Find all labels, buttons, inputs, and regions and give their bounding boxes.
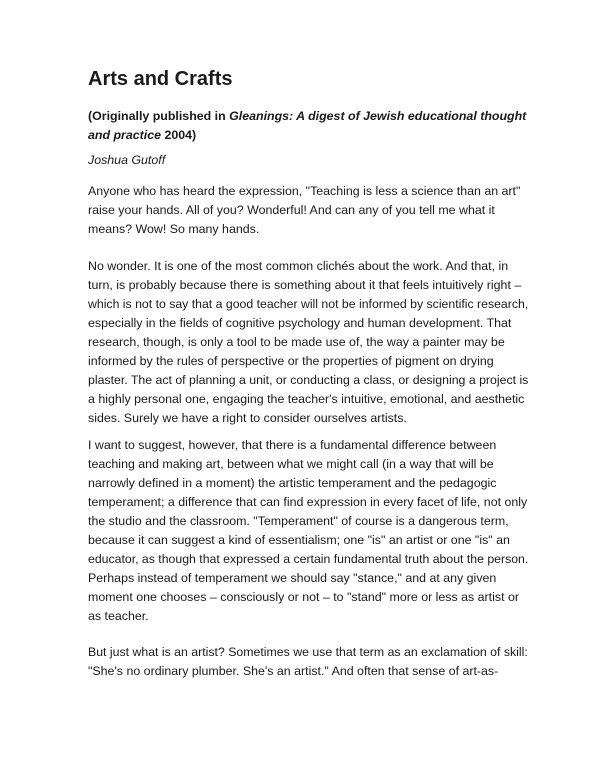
paragraph-line: the studio and the classroom. "Temperament" of course is a dangerous term,	[88, 514, 509, 528]
paragraph-line: as teacher.	[88, 609, 149, 623]
paragraph-line: especially in the fields of cognitive psychology and human development. That	[88, 316, 512, 330]
author-name: Joshua Gutoff	[88, 153, 166, 167]
paragraph-line: But just what is an artist? Sometimes we use that term as an exclamation of skill:	[88, 645, 528, 659]
publication-name-line2: and practice	[88, 128, 161, 142]
paragraph-line: "She's no ordinary plumber. She's an artist." And often that sense of art-as-	[88, 664, 499, 678]
publication-note-suffix: 2004)	[161, 128, 197, 142]
paragraph-3	[88, 436, 528, 626]
paragraph-line: because it can suggest a kind of essentialism; one "is" an artist or one "is" an	[88, 533, 510, 547]
paragraph-line: research, though, is only a tool to be made use of, the way a painter may be	[88, 335, 505, 349]
paragraph-line: I want to suggest, however, that there is a fundamental difference between	[88, 438, 497, 452]
paragraph-line: No wonder. It is one of the most common clichés about the work. And that, in	[88, 259, 509, 273]
document-title: Arts and Crafts	[88, 68, 233, 90]
paragraph-4	[88, 643, 528, 681]
paragraph-line: plaster. The act of planning a unit, or conducting a class, or designing a project is	[88, 373, 529, 387]
paragraph-line: teaching and making art, between what we might call (in a way that will be	[88, 457, 494, 471]
paragraph-line: Perhaps instead of temperament we should say "stance," and at any given	[88, 571, 497, 585]
paragraph-line: educator, as though that expressed a certain fundamental truth about the person.	[88, 552, 529, 566]
paragraph-line: raise your hands. All of you? Wonderful! And can any of you tell me what it	[88, 203, 495, 217]
paragraph-line: narrowly defined in a moment) the artistic temperament and the pedagogic	[88, 476, 497, 490]
paragraph-line: turn, is probably because there is something about it that feels intuitively right –	[88, 278, 522, 292]
paragraph-line: which is not to say that a good teacher will not be informed by scientific research,	[88, 297, 529, 311]
publication-note-prefix: (Originally published in	[88, 109, 230, 123]
paragraph-line: sides. Surely we have a right to consider ourselves artists.	[88, 411, 407, 425]
paragraph-2	[88, 257, 528, 428]
paragraph-line: moment one chooses – consciously or not – to "stand" more or less as artist or	[88, 590, 519, 604]
paragraph-line: temperament; a difference that can find expression in every facet of life, not only	[88, 495, 528, 509]
paragraph-1	[88, 182, 528, 239]
paragraph-line: a highly personal one, engaging the teacher's intuitive, emotional, and aesthetic	[88, 392, 525, 406]
publication-name-line1: Gleanings: A digest of Jewish educational thought	[229, 109, 527, 123]
paragraph-line: means? Wow! So many hands.	[88, 222, 260, 236]
paragraph-line: Anyone who has heard the expression, "Teaching is less a science than an art"	[88, 184, 521, 198]
publication-note	[88, 107, 528, 145]
paragraph-line: informed by the rules of perspective or the properties of pigment on drying	[88, 354, 494, 368]
